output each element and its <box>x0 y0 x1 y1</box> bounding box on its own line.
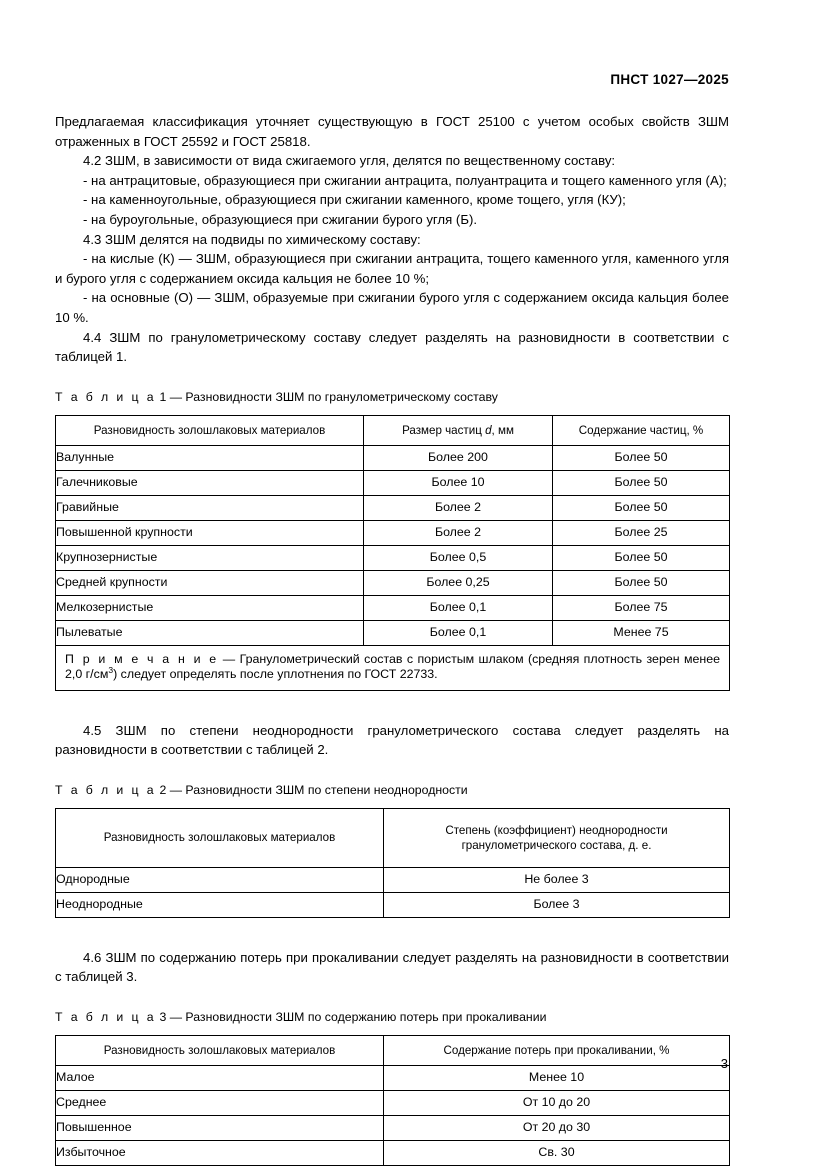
cell-variety: Валунные <box>56 445 364 470</box>
table-3-col-header-variety: Разновидность золошлаковых материалов <box>56 1035 384 1065</box>
document-body <box>55 112 729 1166</box>
cell-loss: От 10 до 20 <box>384 1090 730 1115</box>
document-standard-code: ПНСТ 1027—2025 <box>610 72 729 87</box>
table-2-caption-number: 2 <box>159 782 167 797</box>
cell-variety: Пылеватые <box>56 620 364 645</box>
cell-loss: От 20 до 30 <box>384 1115 730 1140</box>
list-item-anthracite: - на антрацитовые, образующиеся при сжигании антрацита, полуантрацита и тощего каменного угля (А); <box>83 172 727 188</box>
cell-size: Более 0,25 <box>364 570 553 595</box>
table-row <box>56 545 730 570</box>
table-3-caption <box>55 1009 729 1026</box>
table-3-body <box>56 1065 730 1165</box>
cell-size: Более 2 <box>364 520 553 545</box>
cell-size: Более 10 <box>364 470 553 495</box>
table-2-caption-label: Т а б л и ц а <box>55 782 157 797</box>
cell-content: Более 50 <box>553 545 730 570</box>
cell-content: Более 75 <box>553 595 730 620</box>
table-row <box>56 470 730 495</box>
table-1-body <box>56 445 730 690</box>
cell-variety: Среднее <box>56 1090 384 1115</box>
paragraph-4-5: 4.5 ЗШМ по степени неоднородности гранулометрического состава следует разделять на разновидности в соответствии с таблицей 2. <box>55 722 729 758</box>
paragraph-4-6: 4.6 ЗШМ по содержанию потерь при прокаливании следует разделять на разновидности в соответствии с таблицей 3. <box>55 949 729 985</box>
cell-variety: Повышенное <box>56 1115 384 1140</box>
cell-content: Более 50 <box>553 470 730 495</box>
table-1-caption <box>55 389 729 406</box>
table-1-note <box>56 645 730 690</box>
cell-variety: Однородные <box>56 867 384 892</box>
table-row <box>56 495 730 520</box>
list-item-basic: - на основные (О) — ЗШМ, образуемые при сжигании бурого угля с содержанием оксида кальция более 10 %. <box>55 290 729 325</box>
table-1-note-label: П р и м е ч а н и е <box>65 651 219 666</box>
list-item-acidic: - на кислые (К) — ЗШМ, образующиеся при сжигании антрацита, тощего каменного угля, каменного угля и бурого угля с содержанием оксида кальция не более 10 %; <box>55 251 729 286</box>
cell-content: Более 25 <box>553 520 730 545</box>
table-1-note-superscript: 3 <box>108 665 114 675</box>
table-row <box>56 1065 730 1090</box>
paragraph-4-2: 4.2 ЗШМ, в зависимости от вида сжигаемого угля, делятся по вещественному составу: <box>83 153 616 169</box>
table-3 <box>55 1035 730 1166</box>
paragraph-4-4: 4.4 ЗШМ по гранулометрическому составу следует разделять на разновидности в соответствии с таблицей 1. <box>55 329 729 365</box>
table-row <box>56 595 730 620</box>
cell-heterogeneity: Не более 3 <box>384 867 730 892</box>
table-2-caption <box>55 782 729 799</box>
table-1-header-row <box>56 415 730 445</box>
table-row <box>56 445 730 470</box>
table-2-col-header-variety: Разновидность золошлаковых материалов <box>56 808 384 867</box>
cell-size: Более 200 <box>364 445 553 470</box>
cell-size: Более 0,1 <box>364 595 553 620</box>
cell-variety: Повышенной крупности <box>56 520 364 545</box>
table-row <box>56 620 730 645</box>
cell-variety: Неоднородные <box>56 892 384 917</box>
cell-content: Более 50 <box>553 570 730 595</box>
cell-variety: Крупнозернистые <box>56 545 364 570</box>
table-2 <box>55 808 730 918</box>
cell-content: Более 50 <box>553 495 730 520</box>
table-1-note-text-2: ) следует определять после уплотнения по ГОСТ 22733. <box>113 667 438 682</box>
table-1-col-header-variety: Разновидность золошлаковых материалов <box>56 415 364 445</box>
table-2-body <box>56 867 730 917</box>
paragraph-4-3: 4.3 ЗШМ делятся на подвиды по химическому составу: <box>83 231 421 247</box>
cell-variety: Средней крупности <box>56 570 364 595</box>
cell-variety: Избыточное <box>56 1140 384 1165</box>
table-3-caption-text: — Разновидности ЗШМ по содержанию потерь при прокаливании <box>169 1009 547 1024</box>
cell-size: Более 0,5 <box>364 545 553 570</box>
table-1-note-row <box>56 645 730 690</box>
cell-loss: Менее 10 <box>384 1065 730 1090</box>
table-1-note-text-1: — Гранулометрический состав с пористым шлаком (средняя плотность зерен менее 2,0 г/см <box>65 651 720 682</box>
table-1 <box>55 415 730 691</box>
page-number: 3 <box>720 1056 728 1071</box>
table-2-col-header-heterogeneity: Степень (коэффициент) неоднородности гранулометрического состава, д. е. <box>384 808 730 867</box>
table-1-col-header-particle-size: Размер частиц d, мм <box>364 415 553 445</box>
cell-size: Более 0,1 <box>364 620 553 645</box>
cell-loss: Св. 30 <box>384 1140 730 1165</box>
table-1-caption-label: Т а б л и ц а <box>55 389 157 404</box>
cell-content: Менее 75 <box>553 620 730 645</box>
cell-variety: Мелкозернистые <box>56 595 364 620</box>
table-row <box>56 570 730 595</box>
table-3-caption-label: Т а б л и ц а <box>55 1009 157 1024</box>
cell-variety: Малое <box>56 1065 384 1090</box>
table-row <box>56 1115 730 1140</box>
table-3-header-row <box>56 1035 730 1065</box>
table-2-header-row <box>56 808 730 867</box>
table-row <box>56 520 730 545</box>
table-1-caption-text: — Разновидности ЗШМ по гранулометрическому составу <box>169 389 498 404</box>
cell-variety: Галечниковые <box>56 470 364 495</box>
cell-variety: Гравийные <box>56 495 364 520</box>
table-1-col-header-particle-content: Содержание частиц, % <box>553 415 730 445</box>
list-item-bituminous: - на каменноугольные, образующиеся при сжигании каменного, кроме тощего, угля (КУ); <box>83 192 626 208</box>
cell-heterogeneity: Более 3 <box>384 892 730 917</box>
table-1-caption-number: 1 <box>159 389 167 404</box>
table-3-col-header-loss-on-ignition: Содержание потерь при прокаливании, % <box>384 1035 730 1065</box>
paragraph-intro: Предлагаемая классификация уточняет существующую в ГОСТ 25100 с учетом особых свойств ЗШМ отраженных в ГОСТ 25592 и ГОСТ 25818. <box>55 114 729 149</box>
cell-content: Более 50 <box>553 445 730 470</box>
table-2-caption-text: — Разновидности ЗШМ по степени неоднородности <box>169 782 468 797</box>
table-row <box>56 1140 730 1165</box>
table-row <box>56 892 730 917</box>
table-row <box>56 867 730 892</box>
table-3-caption-number: 3 <box>159 1009 167 1024</box>
cell-size: Более 2 <box>364 495 553 520</box>
list-item-lignite: - на буроугольные, образующиеся при сжигании бурого угля (Б). <box>83 211 478 227</box>
table-row <box>56 1090 730 1115</box>
